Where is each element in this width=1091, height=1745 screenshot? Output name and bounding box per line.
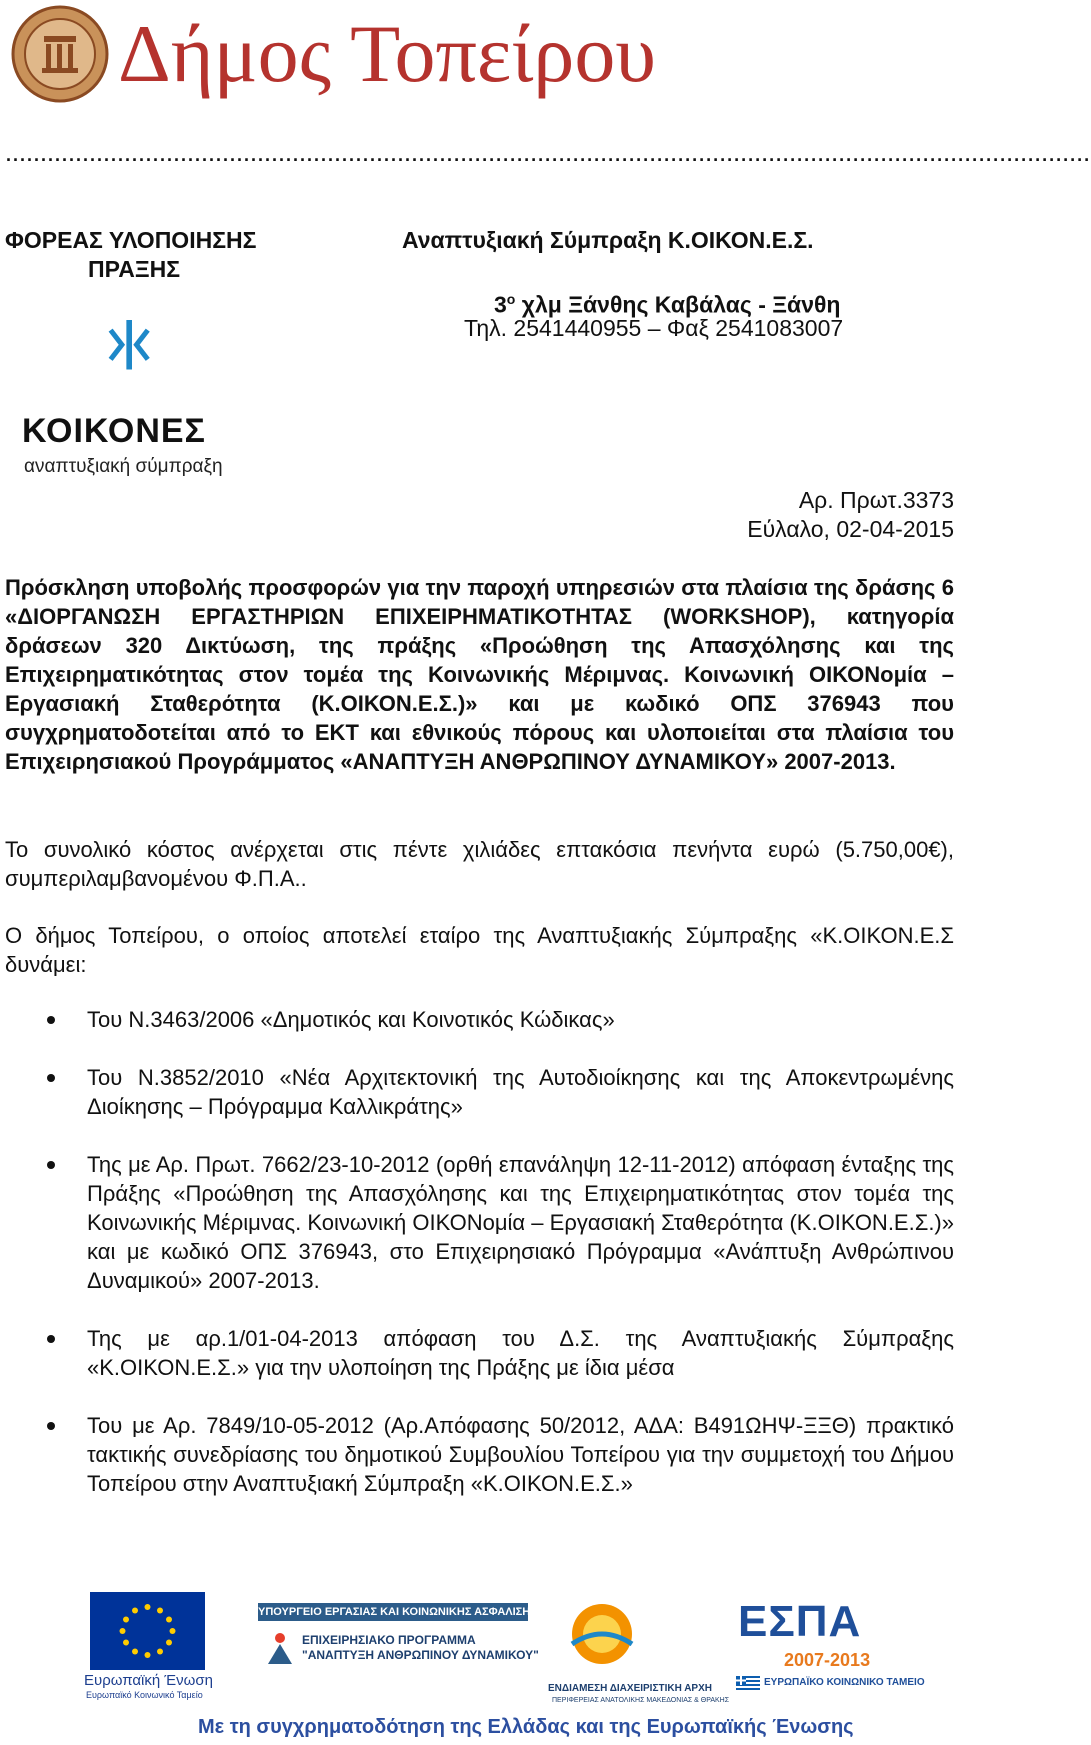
koikones-logo-subtitle: αναπτυξιακή σύμπραξη xyxy=(24,456,223,477)
implementing-body-label: ΦΟΡΕΑΣ ΥΛΟΠΟΙΗΣΗΣ xyxy=(5,227,257,253)
organization-phone-fax: Τηλ. 2541440955 – Φαξ 2541083007 xyxy=(464,315,844,341)
implementing-body-label-2: ΠΡΑΞΗΣ xyxy=(88,256,181,282)
eu-label: Ευρωπαϊκή Ένωση xyxy=(84,1672,213,1689)
legal-basis-list xyxy=(5,1005,954,1527)
espa-years: 2007-2013 xyxy=(784,1650,871,1670)
protocol-number: Αρ. Πρωτ.3373 xyxy=(798,487,954,513)
ministry-banner: ΥΠΟΥΡΓΕΙΟ ΕΡΓΑΣΙΑΣ ΚΑΙ ΚΟΙΝΩΝΙΚΗΣ ΑΣΦΑΛΙΣΗΣ xyxy=(258,1603,528,1621)
list-item: Της με Αρ. Πρωτ. 7662/23-10-2012 (ορθή επανάληψη 12-11-2012) απόφαση ένταξης της Πράξης «Προώθηση της Απασχόλησης και της Επιχειρηματικότητας στον τομέα της Κοινωνικής Μέριμνας. Κοινωνική ΟΙΚΟΝομία – Εργασιακή Σταθερότητα (Κ.ΟΙΚΟΝ.Ε.Σ.)» και με κωδικό ΟΠΣ 376943, στο Επιχειρησιακό Πρόγραμμα «Ανάπτυξη Ανθρώπινου Δυναμικού» 2007-2013. xyxy=(5,1150,954,1295)
invitation-intro: Πρόσκληση υποβολής προσφορών για την παροχή υπηρεσιών στα πλαίσια της δράσης 6 «ΔΙΟΡΓΑΝΩΣΗ ΕΡΓΑΣΤΗΡΙΩΝ ΕΠΙΧΕΙΡΗΜΑΤΙΚΟΤΗΤΑΣ (WORKSHOP), κατηγορία δράσεων 320 Δικτύωση, της πράξης «Προώθηση της Απασχόλησης και της Επιχειρηματικότητας στον τομέα της Κοινωνικής Μέριμνας. Κοινωνική ΟΙΚΟΝομία – Εργασιακή Σταθερότητα (Κ.ΟΙΚΟΝ.Ε.Σ.)» και με κωδικό ΟΠΣ 376943 που συγχρηματοδοτείται από το ΕΚΤ και εθνικούς πόρους και υλοποιείται στα πλαίσια του Επιχειρησιακού Προγράμματος «ΑΝΑΠΤΥΞΗ ΑΝΘΡΩΠΙΝΟΥ ΔΥΝΑΜΙΚΟΥ» 2007-2013. xyxy=(5,575,954,774)
greek-flag-icon xyxy=(736,1676,760,1692)
bullet-icon xyxy=(47,1074,55,1082)
bullet-icon xyxy=(47,1161,55,1169)
sun-logo-icon xyxy=(562,1594,642,1674)
operational-programme-title: ΕΠΙΧΕΙΡΗΣΙΑΚΟ ΠΡΟΓΡΑΜΜΑ "ΑΝΑΠΤΥΞΗ ΑΝΘΡΩΠΙΝΟΥ ΔΥΝΑΜΙΚΟΥ" xyxy=(302,1633,539,1662)
organization-address: $3^o$ χλμ Ξάνθης Καβάλας - Ξάνθη xyxy=(494,291,841,318)
managing-authority-title: ΕΝΔΙΑΜΕΣΗ ΔΙΑΧΕΙΡΙΣΤΙΚΗ ΑΡΧΗ xyxy=(548,1683,712,1694)
document-date: Εύλαλο, 02-04-2015 xyxy=(747,516,954,542)
municipality-seal-logo xyxy=(10,4,110,104)
eu-flag-icon xyxy=(90,1592,205,1670)
list-item: Του Ν.3463/2006 «Δημοτικός και Κοινοτικός Κώδικας» xyxy=(5,1005,954,1034)
organization-name: Αναπτυξιακή Σύμπραξη Κ.ΟΙΚΟΝ.Ε.Σ. xyxy=(402,227,814,253)
bullet-icon xyxy=(47,1422,55,1430)
list-item: Της με αρ.1/01-04-2013 απόφαση του Δ.Σ. της Αναπτυξιακής Σύμπραξης «Κ.ΟΙΚΟΝ.Ε.Σ.» για την υλοποίηση της Πράξης με ίδια μέσα xyxy=(5,1324,954,1382)
legal-basis-paragraph: Ο δήμος Τοπείρου, ο οποίος αποτελεί εταίρο της Αναπτυξιακής Σύμπραξης «Κ.ΟΙΚΟΝ.Ε.Σ δυνάμει: xyxy=(5,923,954,977)
koikones-logo-name: ΚΟΙΚΟΝΕΣ xyxy=(22,412,206,450)
bullet-icon xyxy=(47,1335,55,1343)
esf-label: Ευρωπαϊκό Κοινωνικό Ταμείο xyxy=(86,1690,203,1700)
list-item: Του με Αρ. 7849/10-05-2012 (Αρ.Απόφασης 50/2012, ΑΔΑ: Β491ΩΗΨ-ΞΞΘ) πρακτικό τακτικής συνεδρίασης του δημοτικού Συμβουλίου Τοπείρου για την συμμετοχή του Δήμου Τοπείρου στην Αναπτυξιακή Σύμπραξη «Κ.ΟΙΚΟΝ.Ε.Σ.» xyxy=(5,1411,954,1498)
espa-logo: ΕΣΠΑ xyxy=(738,1597,862,1646)
human-resources-icon xyxy=(262,1630,298,1666)
dotted-separator: ........................................................................................................................................................... xyxy=(6,145,1091,165)
bullet-icon xyxy=(47,1016,55,1024)
managing-authority-region: ΠΕΡΙΦΕΡΕΙΑΣ ΑΝΑΤΟΛΙΚΗΣ ΜΑΚΕΔΟΝΙΑΣ & ΘΡΑΚΗΣ xyxy=(552,1697,730,1704)
total-cost-paragraph: Το συνολικό κόστος ανέρχεται στις πέντε χιλιάδες επτακόσια πενήντα ευρώ (5.750,00€), συμπεριλαμβανομένου Φ.Π.Α.. xyxy=(5,837,954,891)
municipality-title: Δήμος Τοπείρου xyxy=(118,8,656,99)
list-item: Του Ν.3852/2010 «Νέα Αρχιτεκτονική της Αυτοδιοίκησης και της Αποκεντρωμένης Διοίκησης – Πρόγραμμα Καλλικράτης» xyxy=(5,1063,954,1121)
esf-fund-label: ΕΥΡΩΠΑΪΚΟ ΚΟΙΝΩΝΙΚΟ ΤΑΜΕΙΟ xyxy=(764,1677,925,1688)
cofunding-statement: Με τη συγχρηματοδότηση της Ελλάδας και της Ευρωπαϊκής Ένωσης xyxy=(198,1716,854,1738)
koikones-logo-mark xyxy=(22,320,242,410)
